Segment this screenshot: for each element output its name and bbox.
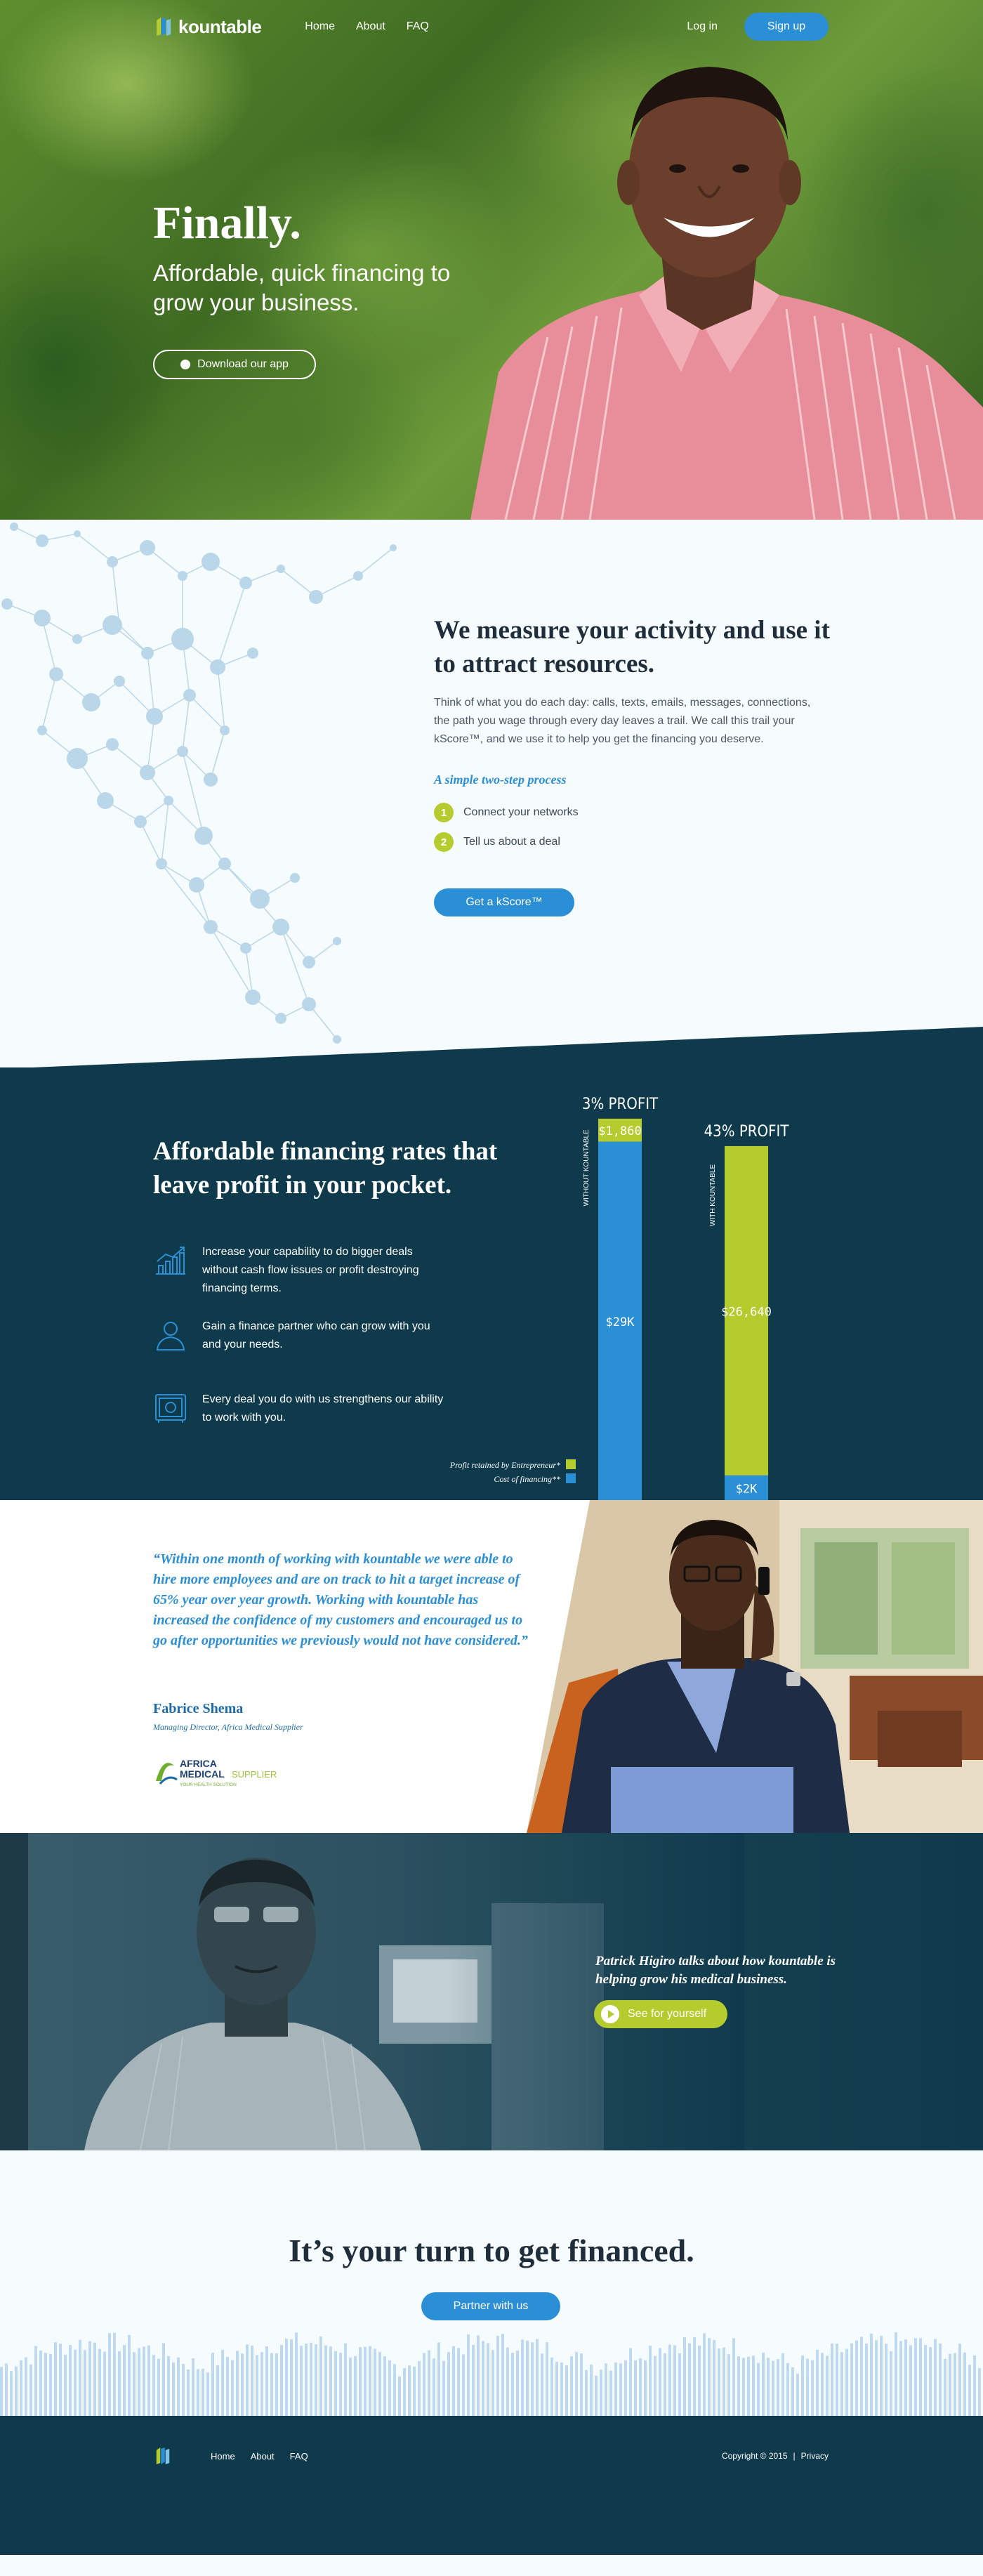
- svg-text:YOUR HEALTH SOLUTION: YOUR HEALTH SOLUTION: [180, 1782, 237, 1787]
- equalizer-bar: [944, 2359, 946, 2416]
- equalizer-bar: [919, 2338, 922, 2416]
- equalizer-bar: [821, 2353, 824, 2416]
- equalizer-bar: [344, 2344, 347, 2416]
- svg-text:AFRICA: AFRICA: [180, 1758, 217, 1769]
- equalizer-bar: [364, 2347, 367, 2416]
- equalizer-bar: [442, 2361, 445, 2416]
- equalizer-bar: [467, 2334, 470, 2416]
- equalizer-bar: [29, 2365, 32, 2416]
- equalizer-bar: [152, 2355, 155, 2416]
- equalizer-bar: [954, 2353, 956, 2416]
- equalizer-bar: [895, 2332, 897, 2416]
- equalizer-bar: [654, 2356, 657, 2416]
- testimonial-section: [0, 1500, 983, 1833]
- chart-data-label: $26,640: [721, 1305, 772, 1320]
- equalizer-bar: [929, 2347, 932, 2416]
- equalizer-bar: [143, 2346, 145, 2416]
- financing-section: [0, 1067, 983, 1500]
- equalizer-bar: [850, 2344, 853, 2416]
- equalizer-bar: [880, 2336, 883, 2416]
- equalizer-bar: [349, 2358, 352, 2416]
- equalizer-bar: [123, 2345, 126, 2416]
- equalizer-bar: [177, 2358, 180, 2416]
- testimonial-quote: “Within one month of working with kountable we were able to hire more employees and are on track to hit a target increase of 65% year over year growth. Working with kountable has increased the confidence of my customers and encouraged us to go after opportunities we previously would not have considered.”: [153, 1551, 528, 1648]
- cta-section: [0, 2150, 983, 2416]
- equalizer-bar: [737, 2356, 740, 2416]
- measure-description: Think of what you do each day: calls, texts, emails, messages, connections, the path you wage through every day leaves a trail. We call this trail your kScore™, and we use it to help you get the financing you deserve.: [434, 697, 811, 745]
- equalizer-bar: [570, 2356, 573, 2416]
- cta-title: It’s your turn to get financed.: [289, 2233, 694, 2268]
- equalizer-bar: [59, 2344, 62, 2416]
- network-graph-illustration: [0, 520, 407, 1053]
- equalizer-bar: [958, 2344, 961, 2416]
- equalizer-bar: [870, 2334, 873, 2416]
- equalizer-bar: [482, 2341, 484, 2416]
- step-item: [434, 803, 834, 822]
- equalizer-bar: [727, 2354, 730, 2416]
- step-number: 1: [434, 803, 454, 822]
- equalizer-bar: [973, 2355, 976, 2416]
- nav-links: [305, 20, 429, 33]
- equalizer-bar: [585, 2370, 588, 2416]
- equalizer-bar: [644, 2360, 647, 2416]
- equalizer-bar: [398, 2377, 401, 2416]
- equalizer-bar: [457, 2348, 460, 2416]
- equalizer-bar: [79, 2340, 81, 2416]
- testimonial-role: Managing Director, Africa Medical Supplier: [153, 1722, 303, 1732]
- equalizer-bar: [496, 2336, 499, 2416]
- equalizer-bar: [600, 2370, 602, 2416]
- see-for-yourself-button[interactable]: [594, 2000, 727, 2028]
- equalizer-bar: [963, 2353, 966, 2416]
- equalizer-bar: [668, 2345, 671, 2416]
- equalizer-bar: [182, 2364, 185, 2416]
- equalizer-bar: [246, 2344, 249, 2416]
- equalizer-bar: [192, 2358, 194, 2416]
- equalizer-bar: [270, 2353, 273, 2416]
- equalizer-bar: [305, 2344, 308, 2416]
- equalizer-bar: [108, 2333, 111, 2416]
- video-section[interactable]: [0, 1833, 983, 2150]
- equalizer-bar: [167, 2356, 170, 2416]
- equalizer-bar: [290, 2339, 293, 2416]
- equalizer-bar: [403, 2368, 406, 2416]
- equalizer-bar: [329, 2346, 332, 2416]
- logo-text: kountable: [178, 15, 262, 37]
- equalizer-bar: [516, 2351, 519, 2416]
- equalizer-bar: [855, 2341, 858, 2416]
- equalizer-bar: [84, 2350, 86, 2416]
- equalizer-bar: [393, 2364, 396, 2416]
- equalizer-bar: [128, 2335, 131, 2416]
- equalizer-bar: [575, 2352, 578, 2416]
- equalizer-bar: [718, 2348, 720, 2416]
- video-thumbnail-photo: [0, 1833, 744, 2150]
- download-app-label: Download our app: [197, 358, 289, 370]
- equalizer-bar: [762, 2353, 765, 2416]
- equalizer-bar: [786, 2363, 789, 2416]
- nav-link-about[interactable]: About: [355, 20, 385, 32]
- growth-chart-icon: [153, 1243, 188, 1278]
- equalizer-bar: [138, 2348, 140, 2416]
- logo[interactable]: [154, 16, 261, 38]
- equalizer-bar: [0, 2367, 3, 2416]
- equalizer-bar: [462, 2354, 465, 2416]
- equalizer-bar: [614, 2363, 617, 2416]
- video-caption: Patrick Higiro talks about how kountable is helping grow his medical business.: [595, 1954, 836, 1987]
- equalizer-bar: [44, 2353, 47, 2416]
- equalizer-bar: [816, 2350, 819, 2416]
- equalizer-bar: [54, 2342, 57, 2416]
- equalizer-bar: [369, 2346, 371, 2416]
- equalizer-bar: [723, 2348, 725, 2416]
- equalizer-bar: [319, 2337, 322, 2416]
- equalizer-bar: [216, 2365, 219, 2416]
- equalizer-bar: [300, 2346, 303, 2416]
- equalizer-bar: [492, 2350, 494, 2416]
- footer-links: [211, 2451, 308, 2462]
- partner-person-icon: [153, 1317, 188, 1353]
- equalizer-bar: [324, 2346, 327, 2416]
- chart-data-label: $2K: [735, 1482, 758, 1497]
- kountable-logo-icon: [154, 16, 173, 37]
- legend-label-cost: Cost of financing**: [494, 1474, 560, 1484]
- testimonial-name: Fabrice Shema: [153, 1701, 244, 1716]
- equalizer-bar: [796, 2374, 799, 2416]
- equalizer-bar: [511, 2353, 514, 2416]
- equalizer-bar: [423, 2353, 425, 2416]
- login-link[interactable]: Log in: [687, 20, 718, 32]
- equalizer-bar: [649, 2346, 652, 2416]
- equalizer-bar: [88, 2341, 91, 2416]
- equalizer-bar: [757, 2363, 760, 2416]
- measure-content: [434, 614, 834, 916]
- equalizer-bar: [447, 2352, 450, 2416]
- equalizer-bar: [236, 2351, 239, 2416]
- equalizer-bar: [334, 2351, 337, 2416]
- equalizer-bar: [103, 2352, 106, 2416]
- benefit-item: [153, 1243, 448, 1298]
- hero-entrepreneur-photo: [449, 42, 983, 520]
- chart-headline-label: 3% PROFIT: [581, 1095, 659, 1113]
- benefit-item: [153, 1391, 448, 1427]
- equalizer-bar: [49, 2354, 52, 2416]
- equalizer-bar: [64, 2355, 67, 2416]
- equalizer-bar: [836, 2344, 838, 2416]
- nav-actions: [687, 13, 829, 41]
- equalizer-bar: [147, 2346, 150, 2416]
- equalizer-bar: [383, 2356, 386, 2416]
- equalizer-bar: [211, 2353, 214, 2416]
- equalizer-bar: [15, 2367, 18, 2416]
- equalizer-bar: [206, 2372, 209, 2416]
- equalizer-bar: [20, 2360, 22, 2416]
- svg-text:MEDICAL: MEDICAL: [180, 1768, 225, 1780]
- equalizer-bar: [354, 2356, 357, 2416]
- equalizer-bar: [197, 2369, 199, 2416]
- legend-label-profit: Profit retained by Entrepreneur*: [449, 1460, 560, 1470]
- footer-separator: |: [793, 2451, 796, 2461]
- privacy-link[interactable]: Privacy: [800, 2451, 829, 2461]
- equalizer-bar: [265, 2346, 268, 2416]
- equalizer-bar: [865, 2344, 868, 2416]
- equalizer-bar: [506, 2347, 509, 2416]
- equalizer-bar: [747, 2357, 750, 2416]
- africa-medical-supplier-logo: [153, 1753, 279, 1792]
- equalizer-bar: [359, 2347, 362, 2416]
- equalizer-bar: [708, 2338, 711, 2416]
- equalizer-bar: [408, 2365, 411, 2416]
- equalizer-bar: [968, 2365, 971, 2416]
- equalizer-bar: [605, 2363, 607, 2416]
- equalizer-bar: [226, 2357, 229, 2416]
- equalizer-bar: [826, 2355, 829, 2416]
- equalizer-bar: [10, 2371, 13, 2416]
- equalizer-bar: [315, 2344, 317, 2416]
- equalizer-bar: [767, 2358, 770, 2416]
- section-slant-divider: [0, 1027, 983, 1069]
- benefit-text: Every deal you do with us strengthens our ability to work with you.: [202, 1393, 444, 1424]
- footer-link-about[interactable]: About: [250, 2451, 275, 2462]
- equalizer-bar: [924, 2345, 927, 2416]
- equalizer-bar: [629, 2348, 632, 2416]
- equalizer-bar: [295, 2332, 298, 2416]
- equalizer-bar: [565, 2365, 568, 2416]
- equalizer-bar: [241, 2353, 244, 2416]
- equalizer-bar: [339, 2353, 342, 2416]
- equalizer-bar: [634, 2360, 637, 2416]
- chart-data-label: $1,860: [598, 1124, 642, 1139]
- see-for-yourself-label: See for yourself: [628, 2008, 707, 2020]
- benefit-item: [153, 1317, 448, 1354]
- equalizer-bar: [678, 2353, 681, 2416]
- equalizer-bar: [659, 2348, 661, 2416]
- equalizer-bar: [698, 2346, 701, 2416]
- equalizer-bar: [501, 2334, 504, 2416]
- equalizer-bar: [133, 2352, 136, 2416]
- equalizer-bar: [806, 2359, 809, 2416]
- equalizer-bar: [703, 2333, 706, 2416]
- step-label: Connect your networks: [463, 806, 579, 818]
- equalizer-bar: [472, 2345, 475, 2416]
- equalizer-bar: [742, 2358, 745, 2416]
- equalizer-bar: [25, 2358, 27, 2416]
- chart-headline-label: 43% PROFIT: [704, 1122, 789, 1141]
- equalizer-bar: [74, 2350, 77, 2416]
- nav-link-home[interactable]: Home: [305, 20, 335, 32]
- svg-text:SUPPLIER: SUPPLIER: [232, 1769, 277, 1780]
- benefit-text: Gain a finance partner who can grow with you and your needs.: [202, 1320, 430, 1351]
- equalizer-bar: [310, 2343, 312, 2416]
- equalizer-bar: [34, 2346, 37, 2416]
- financing-title: Affordable financing rates that leave profit in your pocket.: [153, 1137, 498, 1200]
- equalizer-bar: [5, 2363, 8, 2416]
- equalizer-bar: [580, 2353, 583, 2416]
- equalizer-bar: [487, 2343, 489, 2416]
- equalizer-bars-decoration: [0, 2325, 983, 2416]
- equalizer-bar: [157, 2359, 160, 2416]
- equalizer-bar: [437, 2342, 440, 2416]
- equalizer-bar: [251, 2346, 253, 2416]
- equalizer-bar: [673, 2346, 676, 2416]
- signup-button[interactable]: Sign up: [744, 13, 829, 41]
- equalizer-bar: [811, 2360, 814, 2416]
- equalizer-bar: [256, 2355, 258, 2416]
- equalizer-bar: [619, 2363, 622, 2416]
- equalizer-bar: [934, 2339, 937, 2416]
- equalizer-bar: [118, 2351, 121, 2416]
- steps-list: [434, 803, 834, 852]
- equalizer-bar: [521, 2339, 524, 2416]
- step-item: [434, 832, 834, 852]
- equalizer-bar: [904, 2339, 907, 2416]
- equalizer-bar: [531, 2342, 534, 2416]
- equalizer-bar: [536, 2339, 539, 2416]
- equalizer-bar: [413, 2367, 416, 2416]
- equalizer-bar: [590, 2365, 593, 2416]
- equalizer-bar: [890, 2351, 892, 2416]
- equalizer-bar: [433, 2358, 435, 2416]
- footer-legal: [722, 2451, 829, 2461]
- equalizer-bar: [909, 2345, 912, 2416]
- equalizer-bar: [378, 2352, 381, 2416]
- equalizer-bar: [388, 2360, 391, 2416]
- equalizer-bar: [595, 2376, 598, 2416]
- equalizer-bar: [428, 2351, 430, 2416]
- equalizer-bar: [845, 2349, 848, 2416]
- equalizer-bar: [418, 2361, 421, 2416]
- equalizer-bar: [231, 2360, 234, 2416]
- equalizer-bar: [39, 2351, 42, 2416]
- equalizer-bar: [550, 2358, 553, 2416]
- equalizer-bar: [624, 2360, 627, 2416]
- chart-category-label: WITH KOUNTABLE: [709, 1164, 717, 1227]
- chart-category-label: WITHOUT KOUNTABLE: [583, 1129, 591, 1207]
- equalizer-bar: [113, 2333, 116, 2416]
- equalizer-bar: [162, 2343, 165, 2416]
- equalizer-bar: [98, 2349, 101, 2416]
- footer-logo-icon[interactable]: [154, 2445, 171, 2466]
- download-app-button[interactable]: [153, 350, 316, 379]
- equalizer-bar: [477, 2335, 480, 2416]
- equalizer-bar: [801, 2355, 804, 2416]
- equalizer-bar: [69, 2345, 72, 2416]
- equalizer-bar: [260, 2352, 263, 2416]
- equalizer-bar: [546, 2342, 548, 2416]
- testimonial-photo: [484, 1500, 983, 1833]
- chart-data-label: $29K: [605, 1315, 635, 1329]
- equalizer-bar: [875, 2340, 878, 2416]
- equalizer-bar: [688, 2344, 691, 2416]
- equalizer-bar: [172, 2363, 175, 2416]
- benefit-text: Increase your capability to do bigger deals without cash flow issues or profit destroying financing terms.: [202, 1246, 419, 1294]
- equalizer-bar: [452, 2346, 455, 2416]
- safe-icon: [153, 1391, 188, 1426]
- process-label: A simple two-step process: [434, 773, 567, 787]
- equalizer-bar: [781, 2353, 784, 2416]
- equalizer-bar: [978, 2368, 981, 2416]
- get-kscore-button[interactable]: Get a kScore™: [434, 888, 574, 916]
- equalizer-bar: [221, 2350, 224, 2416]
- equalizer-bar: [713, 2340, 715, 2416]
- step-label: Tell us about a deal: [463, 836, 560, 848]
- android-icon: [180, 360, 190, 369]
- equalizer-bar: [732, 2339, 735, 2416]
- equalizer-bar: [885, 2344, 888, 2416]
- hero-subtitle: Affordable, quick financing to grow your business.: [153, 260, 451, 315]
- equalizer-bar: [791, 2367, 794, 2416]
- nav-link-faq[interactable]: FAQ: [406, 20, 429, 32]
- equalizer-bar: [840, 2352, 843, 2416]
- equalizer-bar: [683, 2337, 686, 2416]
- footer: [0, 2416, 983, 2555]
- equalizer-bar: [541, 2353, 543, 2416]
- measure-title: We measure your activity and use it to attract resources.: [434, 616, 830, 678]
- equalizer-bar: [777, 2359, 779, 2416]
- equalizer-bar: [914, 2338, 917, 2416]
- equalizer-bar: [949, 2353, 951, 2416]
- equalizer-bar: [639, 2358, 642, 2416]
- equalizer-bar: [202, 2369, 204, 2416]
- hero-section: [0, 0, 983, 520]
- equalizer-bar: [526, 2341, 529, 2416]
- partner-with-us-button[interactable]: Partner with us: [421, 2292, 560, 2320]
- equalizer-bar: [374, 2348, 376, 2416]
- step-number: 2: [434, 832, 454, 852]
- equalizer-bar: [693, 2337, 696, 2416]
- equalizer-bar: [772, 2361, 774, 2416]
- hero-title: Finally.: [153, 197, 301, 249]
- equalizer-bar: [555, 2362, 558, 2416]
- equalizer-bar: [664, 2353, 666, 2416]
- equalizer-bar: [280, 2345, 283, 2416]
- equalizer-bar: [609, 2370, 612, 2416]
- equalizer-bar: [752, 2355, 755, 2416]
- equalizer-bar: [560, 2363, 563, 2416]
- measure-section: [0, 520, 983, 1067]
- equalizer-bar: [899, 2341, 902, 2416]
- equalizer-bar: [831, 2344, 833, 2416]
- profit-comparison-chart: [421, 1067, 814, 1500]
- footer-link-home[interactable]: Home: [211, 2451, 235, 2462]
- equalizer-bar: [939, 2344, 942, 2416]
- play-icon: [601, 2005, 619, 2023]
- equalizer-bar: [285, 2339, 288, 2416]
- copyright-text: Copyright © 2015: [721, 2451, 788, 2461]
- footer-link-faq[interactable]: FAQ: [289, 2451, 308, 2462]
- equalizer-bar: [275, 2353, 278, 2416]
- equalizer-bar: [187, 2370, 190, 2416]
- equalizer-bar: [860, 2337, 863, 2416]
- equalizer-bar: [93, 2343, 96, 2416]
